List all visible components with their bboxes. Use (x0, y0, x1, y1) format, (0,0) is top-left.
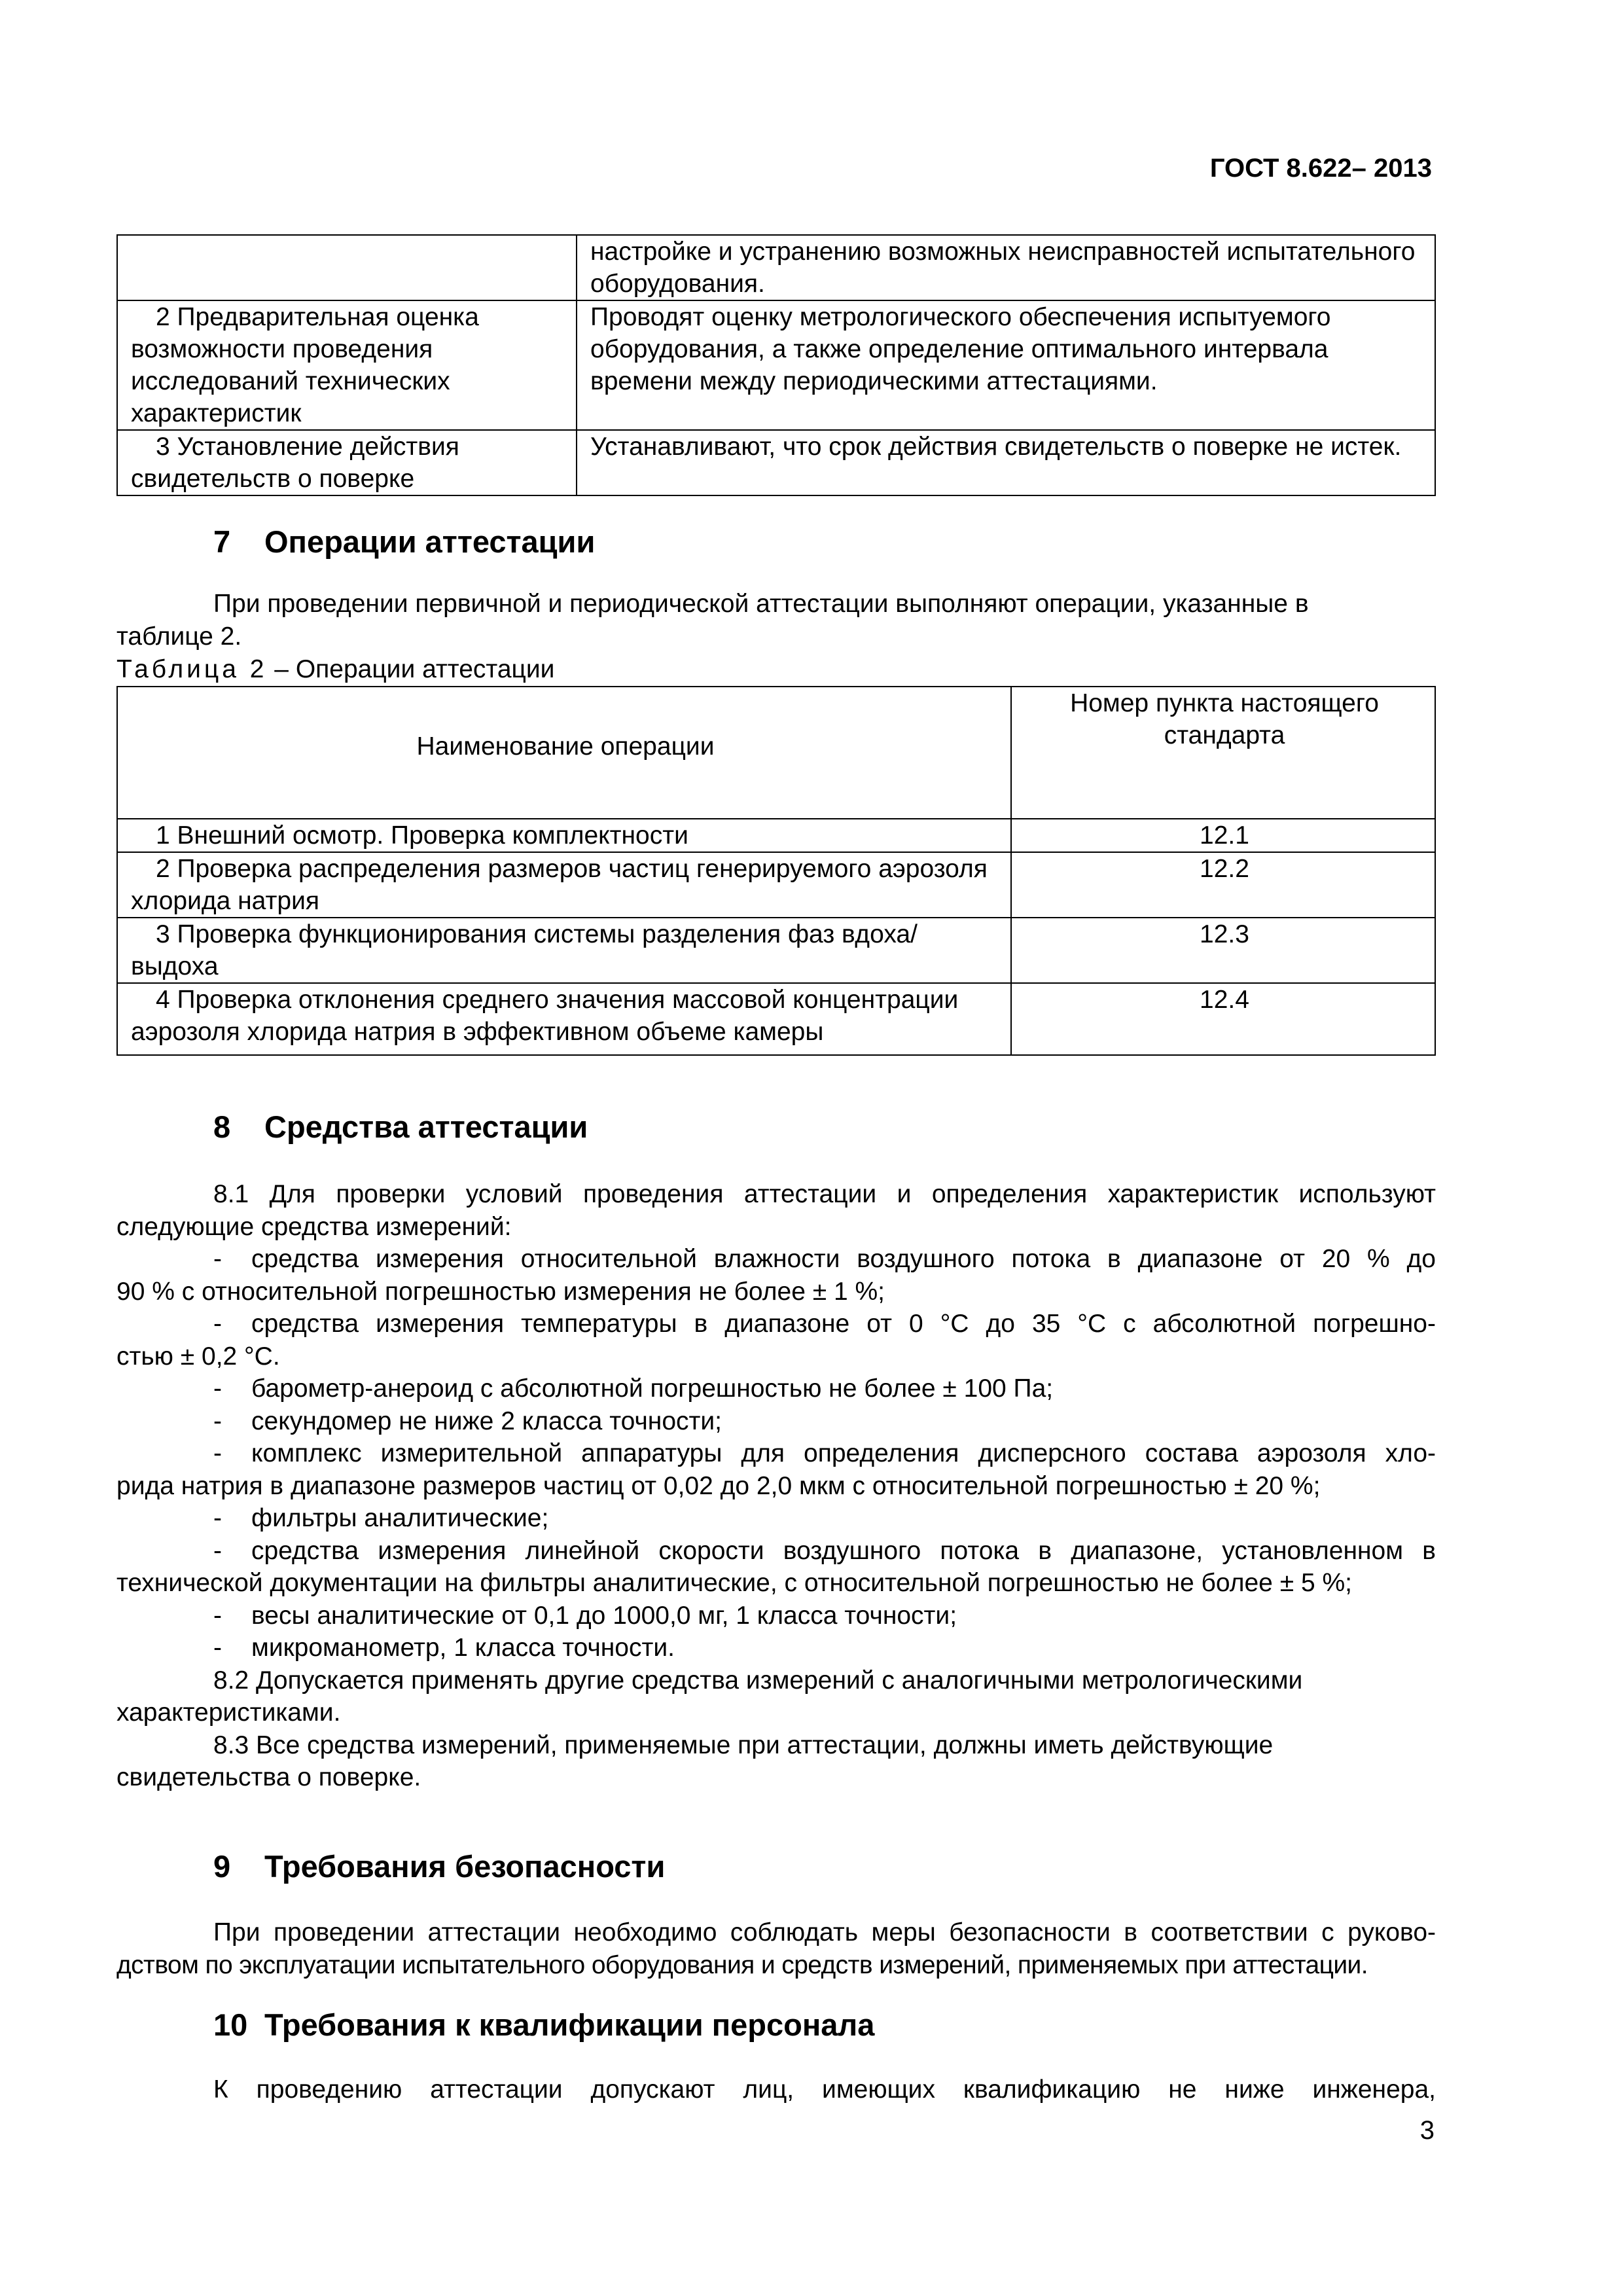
paragraph-line: дством по эксплуатации испытательного оборудования и средств измерений, применяемых при аттестации. (116, 1951, 1368, 1979)
cell-text: 4 Проверка отклонения среднего значения массовой концентрации аэрозоля хлорида натрия в эффективном объеме камеры (131, 986, 959, 1046)
list-item-continuation: стью ± 0,2 °С. (116, 1342, 280, 1371)
list-dash: - (213, 1310, 222, 1338)
table-row (117, 852, 1435, 918)
section-10-paragraph (116, 2073, 1436, 2106)
caption-text: – Операции аттестации (267, 655, 555, 683)
list-item-text: средства измерения температуры в диапазоне от 0 °С до 35 °С с абсолютной погрешно- (251, 1310, 1436, 1338)
table-cell: 12.3 (1011, 918, 1435, 983)
list-dash: - (213, 1504, 222, 1532)
list-item-text: средства измерения линейной скорости воздушного потока в диапазоне, установленном в (251, 1536, 1436, 1565)
table-cell: настройке и устранению возможных неисправностей испытательного оборудования. (577, 235, 1435, 300)
list-item-text: средства измерения относительной влажности воздушного потока в диапазоне от 20 % до (251, 1245, 1436, 1273)
list-item-continuation: технической документации на фильтры аналитические, с относительной погрешностью не более ± 5 %; (116, 1569, 1352, 1597)
paragraph-line: 8.1 Для проверки условий проведения аттестации и определения характеристик используют (213, 1180, 1436, 1208)
paragraph-line: 8.2 Допускается применять другие средства измерений с аналогичными метрологическими (213, 1666, 1303, 1695)
list-dash: - (213, 1601, 222, 1630)
list-item (116, 1535, 1436, 1568)
paragraph-line: При проведении аттестации необходимо соблюдать меры безопасности в соответствии с руково- (213, 1918, 1436, 1946)
paragraph-line: 8.3 Все средства измерений, применяемые при аттестации, должны иметь действующие (213, 1731, 1274, 1759)
section-9-paragraph (116, 1916, 1436, 1982)
list-item-text: барометр-анероид с абсолютной погрешностью не более ± 100 Па; (251, 1374, 1054, 1403)
section-number: 10 (213, 2007, 248, 2042)
section-title: Требования к квалификации персонала (264, 2007, 875, 2042)
table-cell (117, 235, 577, 300)
list-dash: - (213, 1439, 222, 1467)
paragraph-line: следующие средства измерений: (116, 1212, 512, 1241)
list-item (116, 1308, 1436, 1340)
list-dash: - (213, 1536, 222, 1565)
paragraph-line: При проведении первичной и периодической аттестации выполняют операции, указанные в (213, 590, 1309, 618)
list-item (116, 1437, 1436, 1470)
section-7-heading (213, 522, 595, 562)
cell-text: 3 Проверка функционирования системы разделения фаз вдоха/выдоха (131, 920, 918, 980)
cell-text: 2 Проверка распределения размеров частиц генерируемого аэрозоля хлорида натрия (131, 855, 988, 915)
section-number: 8 (213, 1109, 231, 1144)
table-2-caption (116, 653, 554, 686)
table-cell: 12.2 (1011, 852, 1435, 918)
list-item (116, 1243, 1436, 1276)
table-cell: 12.4 (1011, 983, 1435, 1055)
table-cell (117, 430, 577, 495)
list-dash: - (213, 1634, 222, 1662)
section-title: Требования безопасности (264, 1849, 666, 1884)
table-cell (117, 983, 1011, 1055)
table-cell (117, 918, 1011, 983)
section-8-body (116, 1178, 1436, 1794)
table-row (117, 300, 1435, 430)
document-code: ГОСТ 8.622– 2013 (1209, 154, 1432, 183)
caption-label: Таблица 2 (116, 655, 268, 683)
list-dash: - (213, 1407, 222, 1435)
table-2-operations (116, 686, 1436, 1056)
table-cell (117, 300, 577, 430)
table-cell (117, 852, 1011, 918)
page-number: 3 (1419, 2116, 1435, 2145)
table-cell (117, 819, 1011, 852)
list-item-text: весы аналитические от 0,1 до 1000,0 мг, 1 класса точности; (251, 1601, 957, 1630)
list-item-text: микроманометр, 1 класса точности. (251, 1634, 675, 1662)
table-row (117, 819, 1435, 852)
table-row (117, 430, 1435, 495)
section-title: Операции аттестации (264, 524, 596, 559)
section-number: 7 (213, 524, 231, 559)
table-row (117, 918, 1435, 983)
list-item (116, 1405, 1436, 1438)
section-9-heading (213, 1847, 665, 1886)
paragraph-line: таблице 2. (116, 622, 242, 651)
list-item-text: комплекс измерительной аппаратуры для определения дисперсного состава аэрозоля хло- (251, 1439, 1436, 1467)
cell-text: 1 Внешний осмотр. Проверка комплектности (156, 821, 688, 850)
section-10-heading (213, 2005, 874, 2045)
table-row (117, 235, 1435, 300)
table-continuation (116, 234, 1436, 496)
paragraph-line: характеристиками. (116, 1698, 341, 1727)
table-cell: Проводят оценку метрологического обеспечения испытуемого оборудования, а также определение оптимального интервала времени между периодическими аттестациями. (577, 300, 1435, 430)
list-item-continuation: 90 % с относительной погрешностью измерения не более ± 1 %; (116, 1277, 885, 1306)
header-cell: Наименование операции (117, 687, 1011, 819)
section-7-paragraph (116, 588, 1436, 653)
table-header-row (117, 687, 1435, 819)
list-item (116, 1372, 1436, 1405)
cell-text: 3 Установление действия свидетельств о поверке (131, 433, 459, 493)
paragraph-line: свидетельства о поверке. (116, 1763, 421, 1791)
table-cell: 12.1 (1011, 819, 1435, 852)
table-cell: Устанавливают, что срок действия свидетельств о поверке не истек. (577, 430, 1435, 495)
list-item (116, 1600, 1436, 1632)
header-cell: Номер пункта настоящего стандарта (1011, 687, 1435, 819)
list-item-text: секундомер не ниже 2 класса точности; (251, 1407, 722, 1435)
list-item (116, 1632, 1436, 1664)
section-number: 9 (213, 1849, 231, 1884)
list-dash: - (213, 1245, 222, 1273)
list-item-continuation: рида натрия в диапазоне размеров частиц от 0,02 до 2,0 мкм с относительной погрешностью ± 20 %; (116, 1471, 1321, 1500)
paragraph-line: К проведению аттестации допускают лиц, имеющих квалификацию не ниже инженера, (213, 2075, 1436, 2104)
list-dash: - (213, 1374, 222, 1403)
table-row (117, 983, 1435, 1055)
cell-text: 2 Предварительная оценка возможности проведения исследований технических характеристик (131, 303, 479, 427)
list-item-text: фильтры аналитические; (251, 1504, 549, 1532)
section-8-heading (213, 1107, 588, 1147)
list-item (116, 1502, 1436, 1535)
section-title: Средства аттестации (264, 1109, 588, 1144)
